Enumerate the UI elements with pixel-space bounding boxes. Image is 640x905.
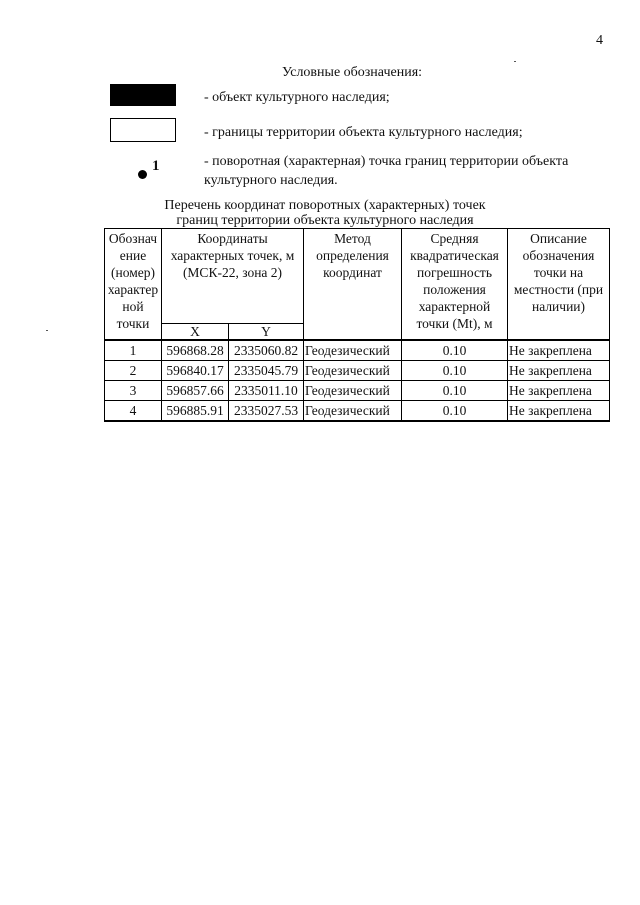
legend-label-cultural-object: - объект культурного наследия; <box>204 90 390 105</box>
page-number: 4 <box>596 33 603 48</box>
legend-title: Условные обозначения: <box>282 65 423 80</box>
cell-point-number: 3 <box>105 381 162 401</box>
table-row <box>105 361 610 381</box>
cell-error: 0.10 <box>402 401 508 422</box>
cell-method: Геодезический <box>304 340 402 361</box>
cell-description: Не закреплена <box>508 361 610 381</box>
cell-method: Геодезический <box>304 381 402 401</box>
header-error: Средняя квадратическая погрешность положения характерной точки (Mt), м <box>402 229 508 341</box>
cell-y: 2335011.10 <box>229 381 304 401</box>
legend-label-territory-boundary: - границы территории объекта культурного наследия; <box>204 125 523 140</box>
header-method: Метод определения координат <box>304 229 402 341</box>
cell-point-number: 4 <box>105 401 162 422</box>
scan-speck <box>514 61 516 62</box>
cell-method: Геодезический <box>304 361 402 381</box>
legend-label-turning-point: - поворотная (характерная) точка границ территории объекта культурного наследия. <box>204 154 569 188</box>
cell-y: 2335045.79 <box>229 361 304 381</box>
cell-y: 2335060.82 <box>229 340 304 361</box>
table-caption <box>160 198 490 228</box>
cell-method: Геодезический <box>304 401 402 422</box>
table-row <box>105 381 610 401</box>
cell-error: 0.10 <box>402 381 508 401</box>
table-row <box>105 401 610 422</box>
legend-swatch-territory-boundary <box>110 118 176 142</box>
table-caption-line-2: границ территории объекта культурного наследия <box>176 213 474 228</box>
scan-speck <box>46 330 48 331</box>
cell-description: Не закреплена <box>508 340 610 361</box>
header-x: X <box>162 324 229 341</box>
header-y: Y <box>229 324 304 341</box>
cell-description: Не закреплена <box>508 381 610 401</box>
header-designation: Обозначение (номер) характерной точки <box>105 229 162 341</box>
legend-swatch-cultural-object <box>110 84 176 106</box>
cell-point-number: 2 <box>105 361 162 381</box>
cell-point-number: 1 <box>105 340 162 361</box>
legend-point-marker <box>138 157 160 180</box>
cell-error: 0.10 <box>402 361 508 381</box>
point-dot-icon <box>138 170 147 179</box>
cell-x: 596885.91 <box>162 401 229 422</box>
cell-x: 596857.66 <box>162 381 229 401</box>
cell-error: 0.10 <box>402 340 508 361</box>
cell-x: 596868.28 <box>162 340 229 361</box>
cell-description: Не закреплена <box>508 401 610 422</box>
cell-x: 596840.17 <box>162 361 229 381</box>
coordinates-table <box>104 228 610 422</box>
table-row <box>105 340 610 361</box>
header-description: Описание обозначения точки на местности (при наличии) <box>508 229 610 341</box>
table-caption-line-1: Перечень координат поворотных (характерных) точек <box>164 198 486 213</box>
header-coordinates: Координаты характерных точек, м (МСК-22, зона 2) <box>162 229 304 324</box>
point-marker-number: 1 <box>152 157 160 174</box>
cell-y: 2335027.53 <box>229 401 304 422</box>
